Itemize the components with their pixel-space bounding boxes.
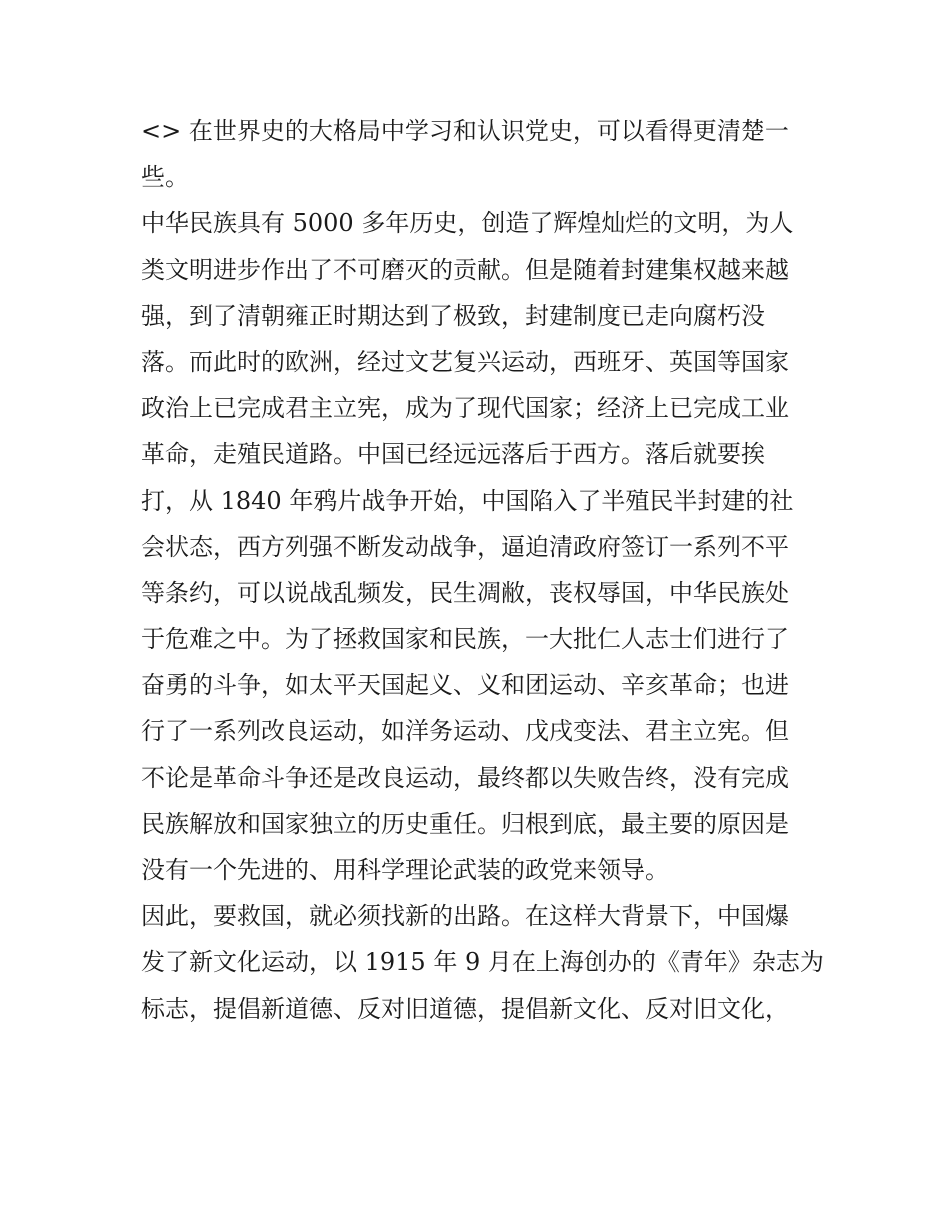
body-text	[141, 108, 824, 1032]
text-line: 奋勇的斗争，如太平天国起义、义和团运动、辛亥革命；也进	[141, 671, 789, 700]
text-line: 落。而此时的欧洲，经过文艺复兴运动，西班牙、英国等国家	[141, 347, 789, 376]
text-line: 打，从 1840 年鸦片战争开始，中国陷入了半殖民半封建的社	[141, 486, 794, 515]
text-line: 革命，走殖民道路。中国已经远远落后于西方。落后就要挨	[141, 440, 765, 469]
text-line: 行了一系列改良运动，如洋务运动、戊戌变法、君主立宪。但	[141, 717, 789, 746]
text-line: 会状态，西方列强不断发动战争，逼迫清政府签订一系列不平	[141, 532, 789, 561]
text-line: 因此，要救国，就必须找新的出路。在这样大背景下，中国爆	[141, 902, 789, 931]
text-line: 标志，提倡新道德、反对旧道德，提倡新文化、反对旧文化，	[141, 994, 789, 1023]
text-line: 不论是革命斗争还是改良运动，最终都以失败告终，没有完成	[141, 763, 789, 792]
text-line: 发了新文化运动，以 1915 年 9 月在上海创办的《青年》杂志为	[141, 948, 824, 977]
text-line: 等条约，可以说战乱频发，民生凋敝，丧权辱国，中华民族处	[141, 578, 789, 607]
text-line: 政治上已完成君主立宪，成为了现代国家；经济上已完成工业	[141, 394, 789, 423]
text-line: 些。	[141, 163, 189, 192]
text-line: 于危难之中。为了拯救国家和民族，一大批仁人志士们进行了	[141, 625, 789, 654]
text-line: 中华民族具有 5000 多年历史，创造了辉煌灿烂的文明，为人	[141, 209, 794, 238]
text-line: 类文明进步作出了不可磨灭的贡献。但是随着封建集权越来越	[141, 255, 789, 284]
text-line: 强，到了清朝雍正时期达到了极致，封建制度已走向腐朽没	[141, 301, 765, 330]
text-line: 民族解放和国家独立的历史重任。归根到底，最主要的原因是	[141, 809, 789, 838]
text-line: 没有一个先进的、用科学理论武装的政党来领导。	[141, 856, 669, 884]
text-line: <> 在世界史的大格局中学习和认识党史，可以看得更清楚一	[141, 117, 789, 145]
